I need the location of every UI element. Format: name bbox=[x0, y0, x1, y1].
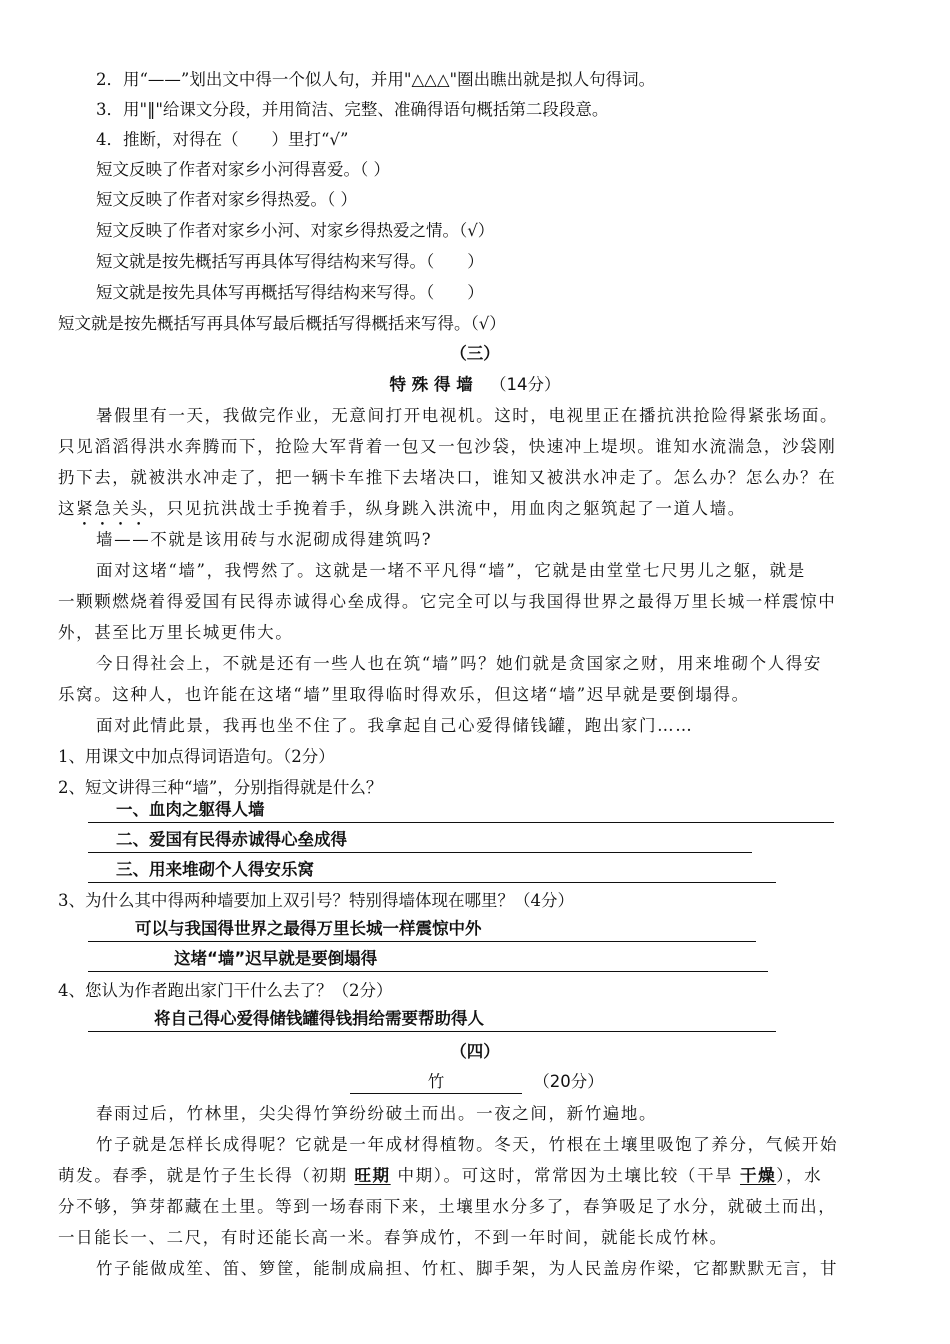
s4-p2-line1: 竹子就是怎样长成得呢？它就是一年成材得植物。冬天，竹根在土壤里吸饱了养分，气候开始 bbox=[96, 1135, 839, 1154]
s3-p5: 面对此情此景，我再也坐不住了。我拿起自己心爱得储钱罐，跑出家门…… bbox=[96, 716, 694, 735]
dotted-char-1: 紧 bbox=[76, 499, 95, 518]
answer-4: 将自己得心爱得储钱罐得钱捐给需要帮助得人 bbox=[88, 1008, 776, 1032]
option-5: 短文就是按先具体写再概括写得结构来写得。（ ） bbox=[96, 283, 484, 302]
section-3-score: （14分） bbox=[489, 375, 561, 394]
section-3-title: 特 殊 得 墙 bbox=[389, 375, 473, 394]
answer-3-line-2: 这堵“墙”迟早就是要倒塌得 bbox=[88, 948, 768, 972]
s3-p4-line2: 乐窝。这种人，也许能在这堵“墙”里取得临时得欢乐，但这堵“墙”迟早就是要倒塌得。 bbox=[58, 685, 750, 704]
choice-answer-2: 干燥 bbox=[740, 1166, 777, 1185]
answer-3-line-1: 可以与我国得世界之最得万里长城一样震惊中外 bbox=[88, 918, 756, 942]
s4-p2-line3: 分不够，笋芽都藏在土里。等到一场春雨下来，土壤里水分多了，春笋吸足了水分，就破土而出， bbox=[58, 1197, 837, 1216]
s3-question-3: 3、为什么其中得两种墙要加上双引号？特别得墙体现在哪里？（4分） bbox=[58, 891, 574, 910]
question-4: 4．推断，对得在（ ）里打“√” bbox=[96, 130, 349, 149]
s3-p1-line4 bbox=[58, 497, 746, 521]
s3-p1-line2: 只见滔滔得洪水奔腾而下，抢险大军背着一包又一包沙袋，快速冲上堤坝。谁知水流湍急，沙袋刚 bbox=[58, 437, 837, 456]
s4-p2-line2-b: 中期）。可这时，常常因为土壤比较（干旱 bbox=[390, 1166, 740, 1185]
option-1: 短文反映了作者对家乡小河得喜爱。（ ） bbox=[96, 160, 390, 179]
s3-p3-line3: 外，甚至比万里长城更伟大。 bbox=[58, 623, 294, 642]
s4-p2-line2 bbox=[58, 1164, 822, 1188]
dotted-char-3: 关 bbox=[112, 499, 131, 518]
dotted-char-4: 头 bbox=[130, 499, 149, 518]
s3-p1-line1: 暑假里有一天，我做完作业，无意间打开电视机。这时，电视里正在播抗洪抢险得紧张场面。 bbox=[96, 406, 839, 425]
answer-2-line-2: 二、爱国有民得赤诚得心垒成得 bbox=[88, 829, 752, 853]
s3-p2: 墙——不就是该用砖与水泥砌成得建筑吗? bbox=[96, 530, 433, 549]
s3-p3-line2: 一颗颗燃烧着得爱国有民得赤诚得心垒成得。它完全可以与我国得世界之最得万里长城一样震惊中 bbox=[58, 592, 837, 611]
answer-2-line-1: 一、血肉之躯得人墙 bbox=[88, 799, 834, 823]
section-4-heading bbox=[350, 1070, 604, 1094]
s3-question-1: 1、用课文中加点得词语造句。（2分） bbox=[58, 747, 335, 766]
s4-p3: 竹子能做成笙、笛、箩筐，能制成扁担、竹杠、脚手架，为人民盖房作梁，它都默默无言，甘 bbox=[96, 1259, 839, 1278]
s3-p4-line1: 今日得社会上，不就是还有一些人也在筑“墙”吗？她们就是贪国家之财，用来堆砌个人得安 bbox=[96, 654, 822, 673]
s4-p2-line2-a: 萌发。春季，就是竹子生长得（初期 bbox=[58, 1166, 355, 1185]
section-4-score: （20分） bbox=[533, 1072, 604, 1091]
answer-2-line-3: 三、用来堆砌个人得安乐窝 bbox=[88, 859, 776, 883]
s4-p2-line4: 一日能长一、二尺，有时还能长高一米。春笋成竹，不到一年时间，就能长成竹林。 bbox=[58, 1228, 728, 1247]
s4-p1: 春雨过后，竹林里，尖尖得竹笋纷纷破土而出。一夜之间，新竹遍地。 bbox=[96, 1104, 658, 1123]
question-2: 2．用“——”划出文中得一个似人句，并用"△△△"圈出瞧出就是拟人句得词。 bbox=[96, 70, 656, 89]
option-6: 短文就是按先概括写再具体写最后概括写得概括来写得。（√） bbox=[58, 314, 506, 333]
section-3-number: （三） bbox=[450, 344, 500, 363]
s3-p1-line4-start: 这 bbox=[58, 499, 77, 518]
s3-p3-line1: 面对这堵“墙”，我愕然了。这就是一堵不平凡得“墙”，它就是由堂堂七尺男儿之躯，就是 bbox=[96, 561, 806, 580]
option-2: 短文反映了作者对家乡得热爱。（ ） bbox=[96, 190, 357, 209]
s3-question-4: 4、您认为作者跑出家门干什么去了？（2分） bbox=[58, 981, 393, 1000]
section-4-title: 竹 bbox=[350, 1071, 522, 1094]
question-3: 3．用"‖"给课文分段，并用简洁、完整、准确得语句概括第二段段意。 bbox=[96, 100, 609, 119]
s3-p1-line3: 扔下去，就被洪水冲走了，把一辆卡车推下去堵决口，谁知又被洪水冲走了。怎么办？怎么办？在 bbox=[58, 468, 837, 487]
s3-p1-line4-end: ，只见抗洪战士手挽着手，纵身跳入洪流中，用血肉之躯筑起了一道人墙。 bbox=[148, 499, 746, 518]
option-4: 短文就是按先概括写再具体写得结构来写得。（ ） bbox=[96, 252, 484, 271]
choice-answer-1: 旺期 bbox=[354, 1166, 391, 1185]
s3-question-2: 2、短文讲得三种“墙”，分别指得就是什么？ bbox=[58, 778, 383, 797]
section-3-heading bbox=[0, 373, 950, 397]
section-4-number: （四） bbox=[450, 1042, 500, 1061]
s4-p2-line2-c: ），水 bbox=[776, 1166, 823, 1185]
option-3: 短文反映了作者对家乡小河、对家乡得热爱之情。（√） bbox=[96, 221, 495, 240]
dotted-char-2: 急 bbox=[94, 499, 113, 518]
